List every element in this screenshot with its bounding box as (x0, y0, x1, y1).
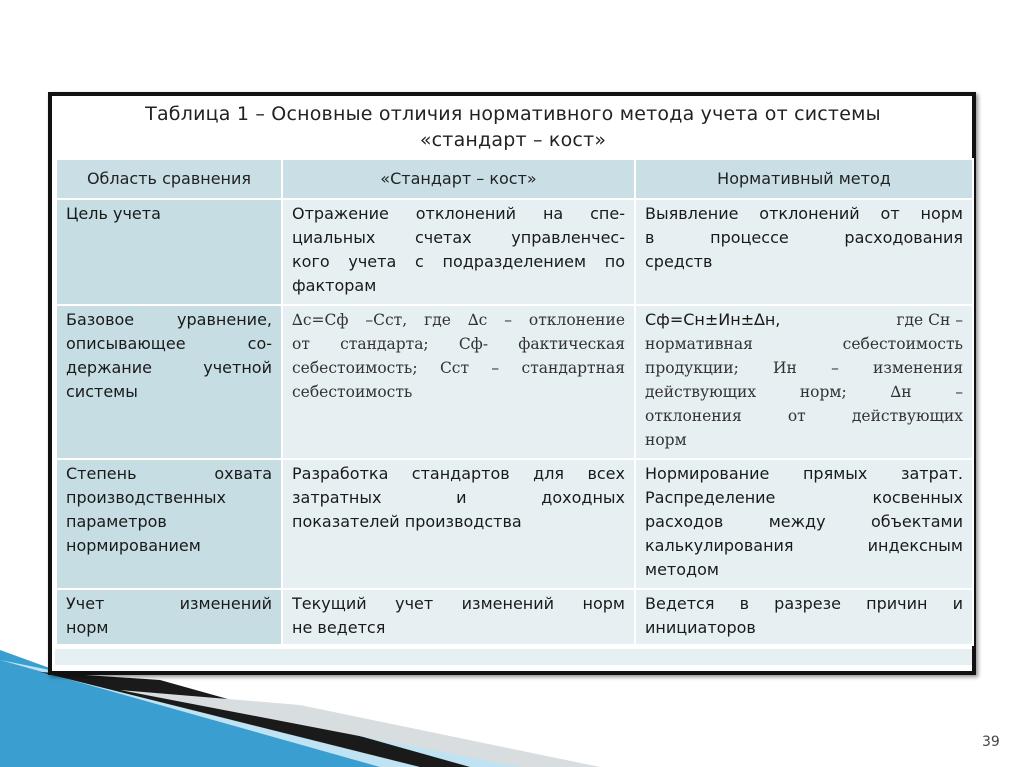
cell-text: действующих норм; ∆н – (645, 383, 963, 401)
cell-text: системы (66, 382, 138, 401)
cell-text: Ведется в разрезе причин и (645, 594, 963, 613)
page-number: 39 (982, 734, 1000, 750)
cell-text: расходов между объектами (645, 512, 963, 531)
header-normative-method: Нормативный метод (635, 159, 973, 199)
row-label-cell (56, 305, 282, 459)
cell-text: производственных (66, 488, 227, 507)
formula-text: Сф=Сн±Ин±∆н, (645, 310, 781, 329)
standard-cost-cell (282, 589, 635, 645)
cell-text: Степень охвата (66, 464, 272, 483)
cell-text: нормативная себестоимость (645, 335, 963, 353)
standard-cost-cell (282, 305, 635, 459)
cell-text: себестоимость (292, 383, 413, 401)
cell-text: норм (66, 618, 109, 637)
cell-text: в процессе расходования (645, 228, 963, 247)
normative-method-cell (635, 305, 973, 459)
table-row (56, 199, 973, 305)
cell-text: калькулирования индексным (645, 536, 963, 555)
standard-cost-cell (282, 459, 635, 589)
cell-text: от стандарта; Сф- фактическая (292, 335, 625, 353)
cell-text: методом (645, 560, 719, 579)
cell-text: нормированием (66, 536, 201, 555)
normative-method-cell (635, 459, 973, 589)
cell-text: описывающее со- (66, 334, 272, 353)
table-row (56, 305, 973, 459)
table-row (56, 459, 973, 589)
cell-text: циальных счетах управленчес- (292, 228, 625, 247)
cell-text: Распределение косвенных (645, 488, 963, 507)
cell-text: показателей производства (292, 512, 522, 531)
cell-text: где Сн – (896, 311, 963, 329)
cell-text: держание учетной (66, 358, 272, 377)
table-row (56, 589, 973, 645)
title-line-1: Таблица 1 – Основные отличия нормативного метода учета от системы (145, 103, 881, 125)
table-bottom-strip (55, 649, 972, 665)
table-header-row (56, 159, 973, 199)
cell-text: инициаторов (645, 618, 756, 637)
cell-text: кого учета с подразделением по (292, 252, 625, 271)
cell-text: Цель учета (66, 204, 161, 223)
cell-text: норм (645, 431, 687, 449)
cell-text: Отражение отклонений на спе- (292, 204, 625, 223)
cell-text: не ведется (292, 618, 386, 637)
cell-text: Разработка стандартов для всех (292, 464, 625, 483)
normative-method-cell (635, 589, 973, 645)
cell-text: Нормирование прямых затрат. (645, 464, 963, 483)
header-standard-cost: «Стандарт – кост» (282, 159, 635, 199)
cell-text: ∆с=Сф –Сст, где ∆с – отклонение (292, 311, 625, 329)
cell-text: отклонения от действующих (645, 407, 963, 425)
row-label-cell (56, 459, 282, 589)
title-line-2: «стандарт – кост» (419, 129, 607, 151)
formula-line (645, 308, 963, 332)
table-title (60, 101, 966, 153)
cell-text: Выявление отклонений от норм (645, 204, 963, 223)
cell-text: средств (645, 252, 713, 271)
cell-text: параметров (66, 512, 167, 531)
comparison-table (55, 158, 974, 646)
row-label-cell (56, 589, 282, 645)
cell-text: затратных и доходных (292, 488, 625, 507)
cell-text: Учет изменений (66, 594, 272, 613)
cell-text: Базовое уравнение, (66, 310, 272, 329)
header-comparison-area: Область сравнения (56, 159, 282, 199)
cell-text: Текущий учет изменений норм (292, 594, 625, 613)
cell-text: продукции; Ин – изменения (645, 359, 963, 377)
table-frame (48, 92, 976, 675)
standard-cost-cell (282, 199, 635, 305)
row-label-cell (56, 199, 282, 305)
cell-text: факторам (292, 276, 377, 295)
cell-text: себестоимость; Сст – стандартная (292, 359, 625, 377)
normative-method-cell (635, 199, 973, 305)
